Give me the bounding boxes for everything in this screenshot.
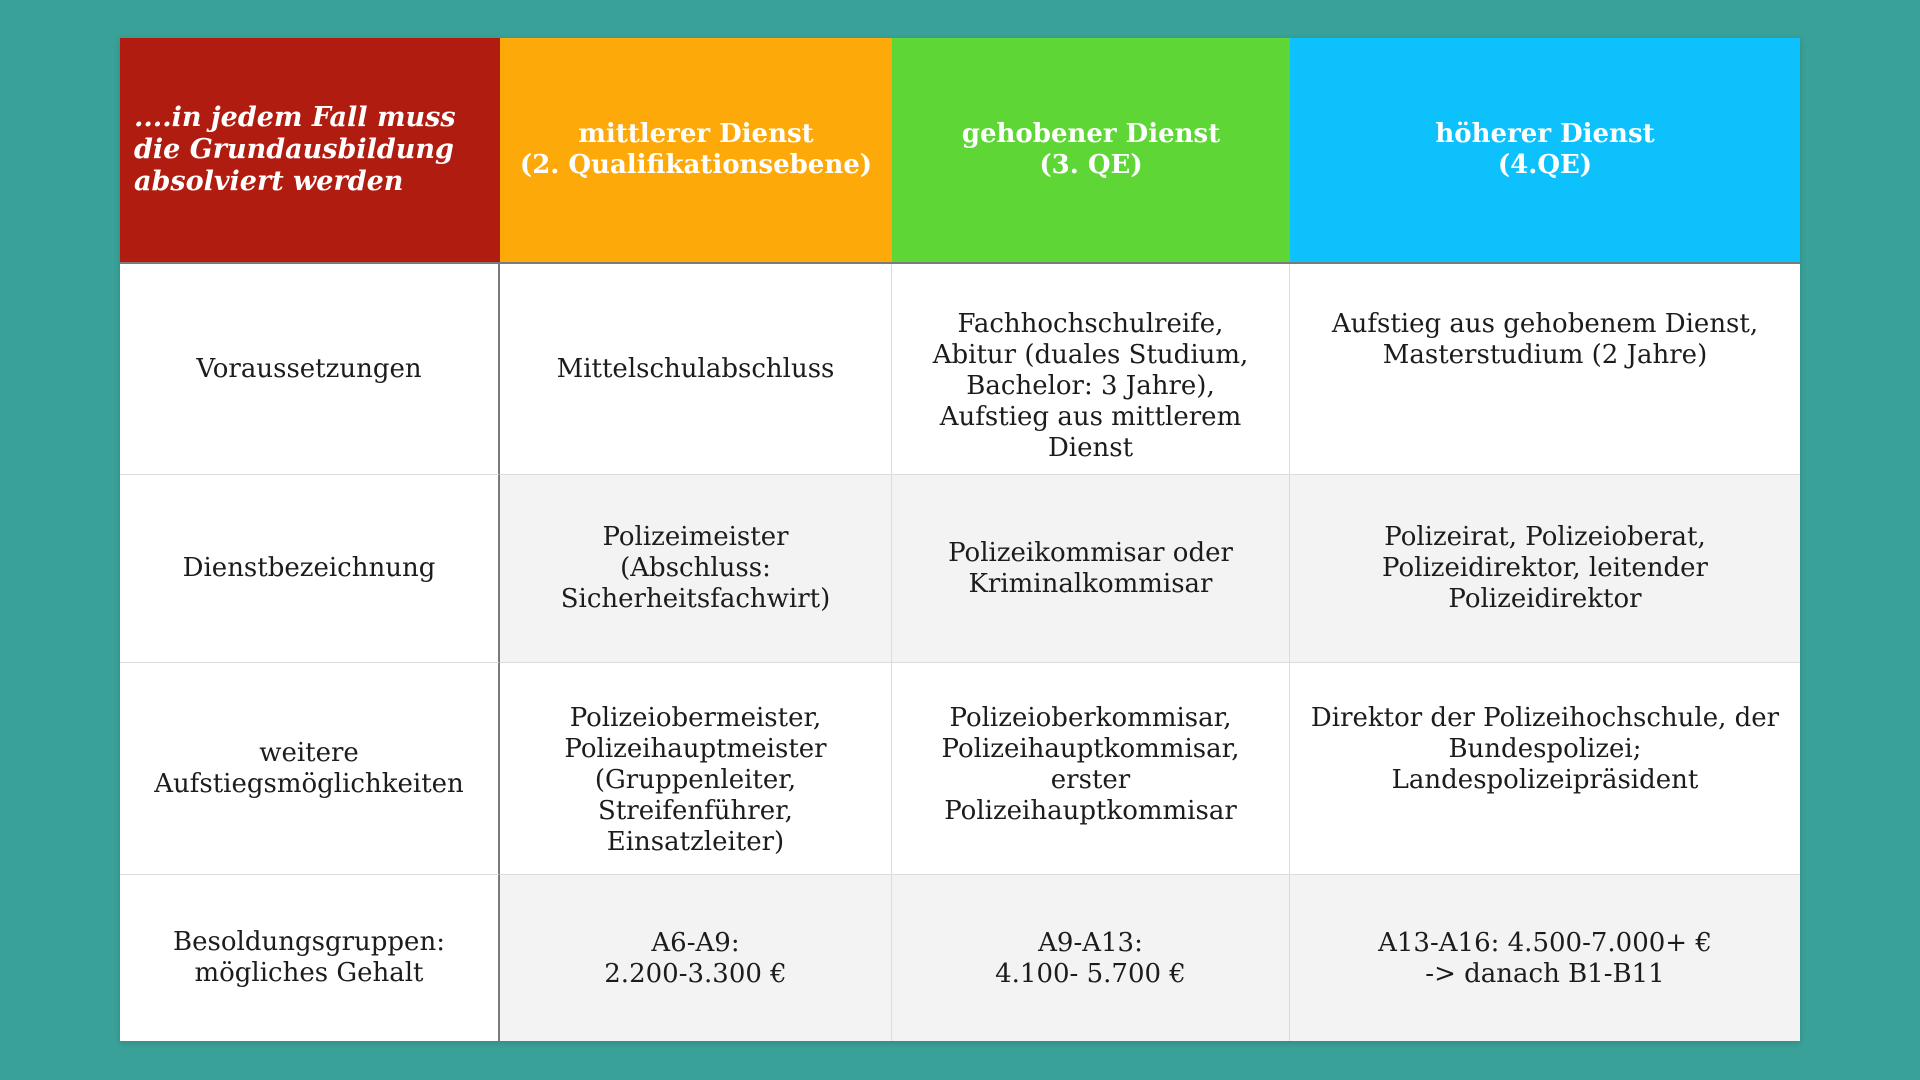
aufstieg-mittlerer: Polizeiobermeister, Polizeihauptmeister (Gruppenleiter, Streifenführer, Einsatzleiter) [500,663,892,875]
besoldung-hoeherer: A13-A16: 4.500-7.000+ € -> danach B1-B11 [1290,875,1800,1041]
row-label-aufstiegsmoeglichkeiten: weitere Aufstiegsmöglichkeiten [120,663,500,875]
dienstbezeichnung-gehobener: Polizeikommisar oder Kriminalkommisar [892,475,1290,663]
career-comparison-table [120,38,1800,1041]
header-intro-cell: ....in jedem Fall muss die Grundausbildung absolviert werden [120,38,500,264]
dienstbezeichnung-mittlerer: Polizeimeister (Abschluss: Sicherheitsfachwirt) [500,475,892,663]
dienstbezeichnung-hoeherer: Polizeirat, Polizeioberat, Polizeidirektor, leitender Polizeidirektor [1290,475,1800,663]
row-label-besoldungsgruppen: Besoldungsgruppen: mögliches Gehalt [120,875,500,1041]
voraussetzungen-gehobener: Fachhochschulreife, Abitur (duales Studium, Bachelor: 3 Jahre), Aufstieg aus mittlerem Dienst [892,264,1290,475]
besoldung-gehobener: A9-A13: 4.100- 5.700 € [892,875,1290,1041]
aufstieg-gehobener: Polizeioberkommisar, Polizeihauptkommisar, erster Polizeihauptkommisar [892,663,1290,875]
header-gehobener-dienst: gehobener Dienst (3. QE) [892,38,1290,264]
row-label-voraussetzungen: Voraussetzungen [120,264,500,475]
row-label-dienstbezeichnung: Dienstbezeichnung [120,475,500,663]
header-mittlerer-dienst: mittlerer Dienst (2. Qualifikationsebene) [500,38,892,264]
aufstieg-hoeherer: Direktor der Polizeihochschule, der Bundespolizei; Landespolizeipräsident [1290,663,1800,875]
voraussetzungen-mittlerer: Mittelschulabschluss [500,264,892,475]
voraussetzungen-hoeherer: Aufstieg aus gehobenem Dienst, Masterstudium (2 Jahre) [1290,264,1800,475]
header-hoeherer-dienst: höherer Dienst (4.QE) [1290,38,1800,264]
besoldung-mittlerer: A6-A9: 2.200-3.300 € [500,875,892,1041]
